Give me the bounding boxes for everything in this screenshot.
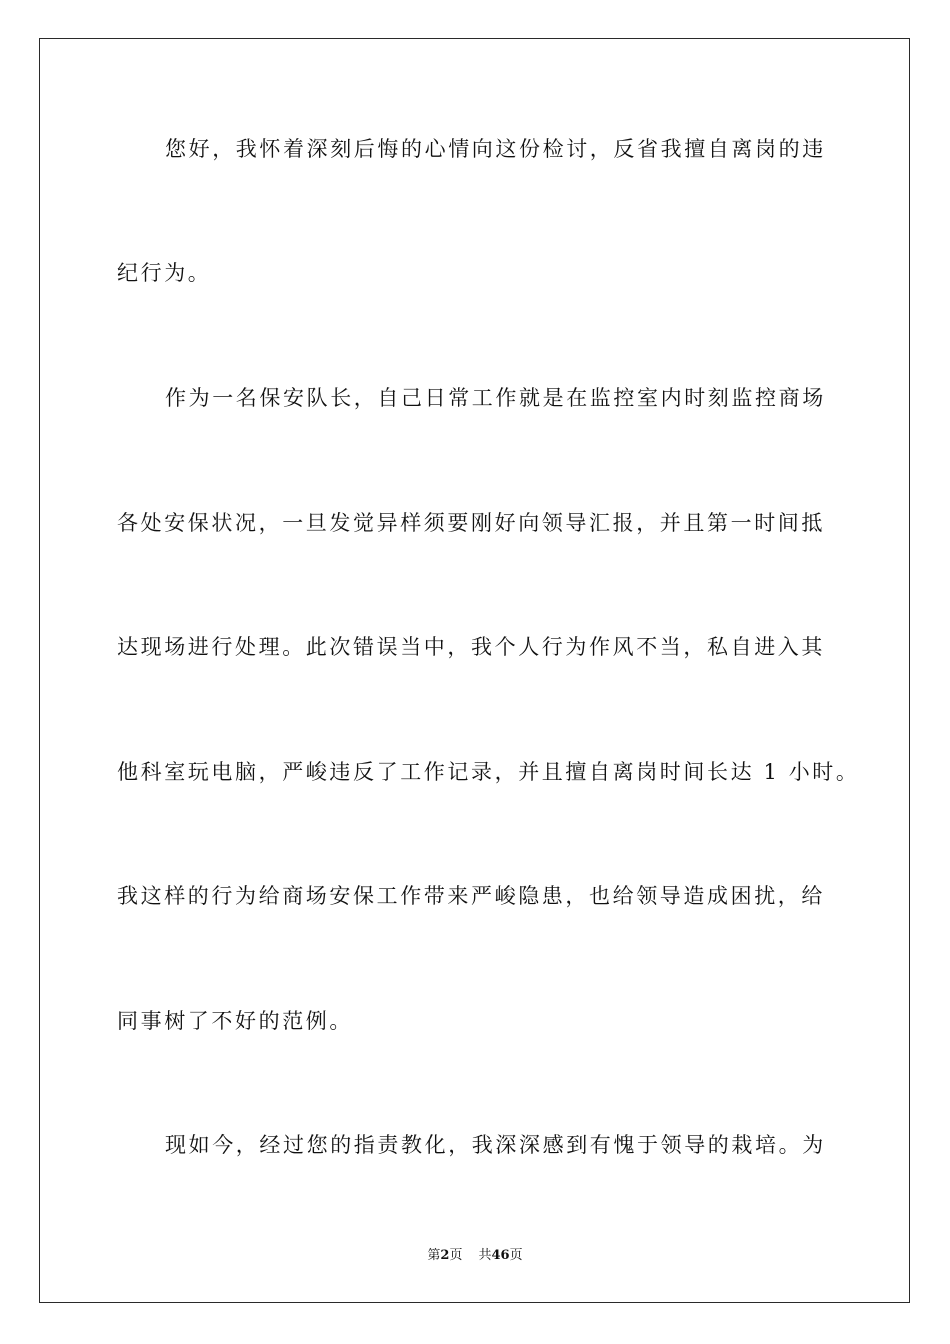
paragraph-2-line-2: 各处安保状况，一旦发觉异样须要刚好向领导汇报，并且第一时间抵 xyxy=(117,511,825,535)
paragraph-2-line-5: 我这样的行为给商场安保工作带来严峻隐患，也给领导造成困扰，给 xyxy=(117,884,825,908)
page-number: 2 xyxy=(440,1248,450,1263)
total-suffix: 页 xyxy=(509,1248,523,1263)
total-pages: 46 xyxy=(491,1248,510,1263)
page-footer xyxy=(0,1249,950,1262)
paragraph-3-line-1: 现如今，经过您的指责教化，我深深感到有愧于领导的栽培。为 xyxy=(165,1133,826,1157)
page-suffix: 页 xyxy=(449,1248,463,1263)
paragraph-1-line-1: 您好，我怀着深刻后悔的心情向这份检讨，反省我擅自离岗的违 xyxy=(165,137,826,161)
paragraph-2-line-4: 他科室玩电脑，严峻违反了工作记录，并且擅自离岗时间长达 1 小时。 xyxy=(117,760,860,784)
paragraph-2-line-3: 达现场进行处理。此次错误当中，我个人行为作风不当，私自进入其 xyxy=(117,635,825,659)
page-border xyxy=(39,38,910,1303)
paragraph-2-line-6: 同事树了不好的范例。 xyxy=(117,1009,353,1033)
paragraph-1-line-2: 纪行为。 xyxy=(117,261,212,285)
paragraph-2-line-1: 作为一名保安队长，自己日常工作就是在监控室内时刻监控商场 xyxy=(165,386,826,410)
total-prefix: 共 xyxy=(478,1248,492,1263)
page-prefix: 第 xyxy=(427,1248,441,1263)
